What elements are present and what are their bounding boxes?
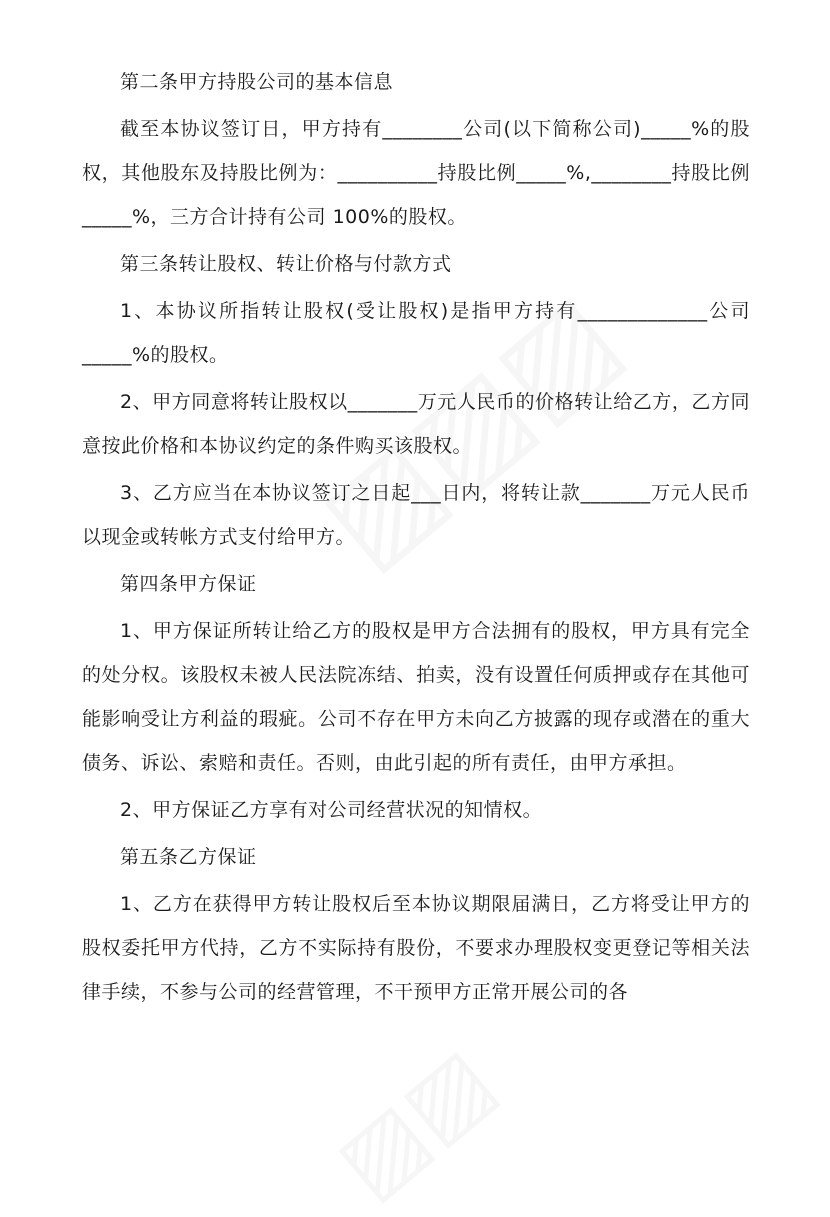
article-4-clause-2: 2、甲方保证乙方享有对公司经营状况的知情权。 <box>120 799 543 821</box>
article-5-clause-1: 1、乙方在获得甲方转让股权后至本协议期限届满日，乙方将受让甲方的股权委托甲方代持，乙方不实际持有股份，不要求办理股权变更登记等相关法律手续，不参与公司的经营管理，不干预甲方正常开展公司的各 <box>82 893 750 1003</box>
article-2-shareholding-info: 截至本协议签订日，甲方持有________公司(以下简称公司)_____%的股权，其他股东及持股比例为：__________持股比例_____%,________持股比例_____%，三方合计持有公司 100%的股权。 <box>82 118 750 228</box>
article-3-heading: 第三条转让股权、转让价格与付款方式 <box>120 253 452 275</box>
article-3-clause-1: 1、本协议所指转让股权(受让股权)是指甲方持有_____________公司_____%的股权。 <box>82 300 750 366</box>
article-3-clause-2: 2、甲方同意将转让股权以_______万元人民币的价格转让给乙方，乙方同意按此价格和本协议约定的条件购买该股权。 <box>82 391 750 457</box>
watermark-graphic-bottom <box>316 1028 514 1217</box>
document-body <box>82 60 750 1014</box>
article-4-heading: 第四条甲方保证 <box>120 573 257 595</box>
article-4-clause-1: 1、甲方保证所转让给乙方的股权是甲方合法拥有的股权，甲方具有完全的处分权。该股权未被人民法院冻结、拍卖，没有设置任何质押或存在其他可能影响受让方利益的瑕疵。公司不存在甲方未向乙方披露的现存或潜在的重大债务、诉讼、索赔和责任。否则，由此引起的所有责任，由甲方承担。 <box>82 620 750 774</box>
article-5-heading: 第五条乙方保证 <box>120 846 257 868</box>
article-3-clause-3: 3、乙方应当在本协议签订之日起___日内，将转让款_______万元人民币以现金或转帐方式支付给甲方。 <box>82 482 750 548</box>
article-2-heading: 第二条甲方持股公司的基本信息 <box>120 71 394 93</box>
